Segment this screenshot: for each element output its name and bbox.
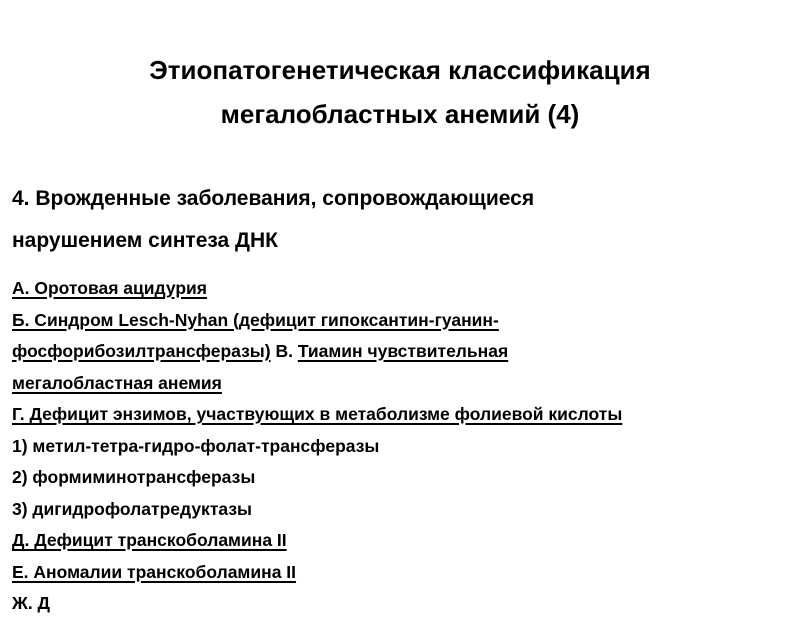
item-b-text-line-1: Б. Синдром Lesch-Nyhan (дефицит гипоксантин-гуанин- (12, 309, 499, 330)
item-zh-text: Ж. Д (12, 593, 51, 613)
list-item-d (12, 525, 797, 557)
item-v-text: Тиамин чувствительная (297, 341, 509, 361)
list-item-e (12, 557, 797, 589)
item-a-text: А. Оротовая ацидурия (12, 278, 208, 298)
list-item-g (12, 399, 797, 431)
sub-item-3: 3) дигидрофолатредуктазы (12, 498, 252, 519)
heading-line-2: нарушением синтеза ДНК (12, 229, 278, 252)
sub-item-2: 2) формиминотрансферазы (12, 467, 256, 487)
list-item-zh (12, 588, 797, 620)
item-g-text: Г. Дефицит энзимов, участвующих в метаболизме фолиевой кислоты (12, 404, 623, 424)
item-v-prefix: В. (275, 341, 293, 361)
title-line-2: мегалобластных анемий (4) (220, 99, 580, 129)
slide-title (0, 48, 800, 136)
section-heading (12, 178, 792, 262)
sub-item-1: 1) метил-тетра-гидро-фолат-трансферазы (12, 435, 380, 456)
item-v-text-line-2: мегалобластная анемия (12, 372, 222, 393)
item-d-text: Д. Дефицит транскоболамина II (12, 530, 287, 550)
list-item-b (12, 305, 797, 337)
list-item-a (12, 273, 797, 305)
item-b-text-line-2: фосфорибозилтрансферазы) (12, 341, 271, 361)
list-item-b-continued (12, 336, 797, 368)
heading-line-1: 4. Врожденные заболевания, сопровождающиеся (12, 187, 535, 210)
disease-list (12, 273, 797, 620)
item-e-text: Е. Аномалии транскоболамина II (12, 561, 297, 582)
list-item-v-continued (12, 368, 797, 400)
title-line-1: Этиопатогенетическая классификация (149, 55, 651, 85)
